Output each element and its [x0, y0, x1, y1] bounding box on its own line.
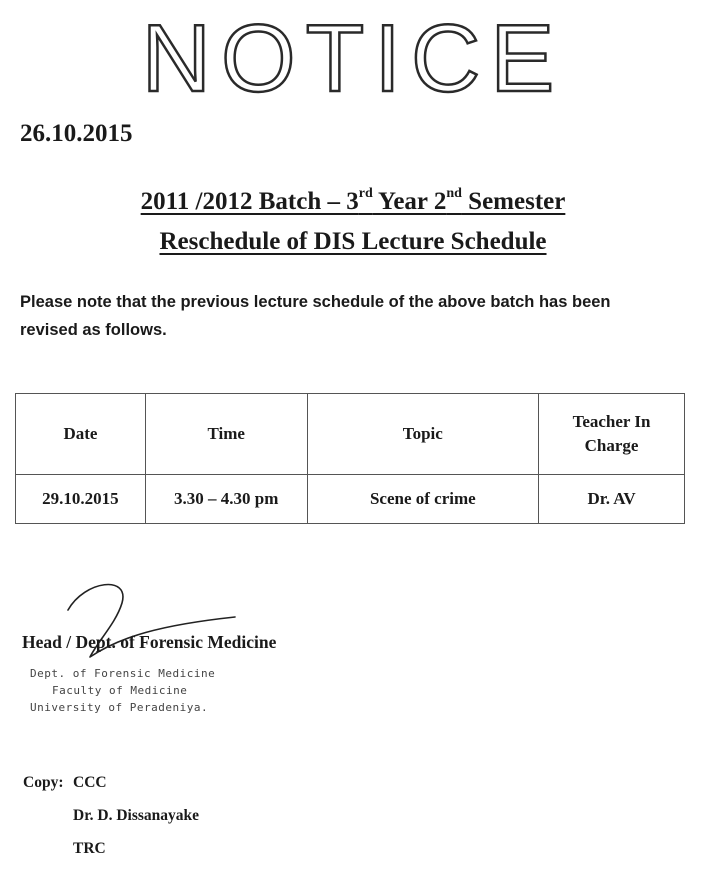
- intro-paragraph: Please note that the previous lecture schedule of the above batch has been revised as follows.: [20, 293, 611, 339]
- batch-heading-sup2: nd: [446, 186, 462, 201]
- header-date: Date: [16, 394, 146, 475]
- batch-heading-part3: Semester: [461, 188, 566, 215]
- notice-title: NOTICE: [141, 5, 565, 112]
- header-topic: Topic: [307, 394, 539, 475]
- cell-topic: Scene of crime: [307, 475, 539, 524]
- cell-time: 3.30 – 4.30 pm: [145, 475, 307, 524]
- cell-teacher: Dr. AV: [539, 475, 685, 524]
- batch-heading-part2: Year 2: [372, 188, 447, 215]
- copy-label: Copy:: [23, 774, 64, 791]
- copy-recipient-3: TRC: [73, 840, 106, 857]
- stamp-line-1: Dept. of Forensic Medicine: [30, 667, 216, 680]
- stamp-line-3: University of Peradeniya.: [30, 701, 209, 714]
- copy-recipient-1: CCC: [73, 774, 107, 791]
- reschedule-heading-text: Reschedule of DIS Lecture Schedule: [159, 228, 547, 255]
- signatory-title: Head / Dept. of Forensic Medicine: [22, 632, 277, 652]
- header-teacher: [539, 394, 685, 475]
- batch-heading-sup1: rd: [358, 186, 373, 201]
- batch-heading: [0, 188, 706, 216]
- reschedule-heading: [0, 228, 706, 256]
- copy-recipient-2: Dr. D. Dissanayake: [73, 807, 200, 824]
- schedule-table: [15, 393, 685, 524]
- department-stamp: [30, 665, 215, 716]
- table-row: [16, 475, 685, 524]
- notice-date: 26.10.2015: [20, 120, 133, 147]
- stamp-line-2: Faculty of Medicine: [52, 684, 188, 697]
- batch-heading-part1: 2011 /2012 Batch – 3: [140, 188, 359, 215]
- table-header-row: [16, 394, 685, 475]
- cell-date: 29.10.2015: [16, 475, 146, 524]
- header-teacher-text: Teacher In Charge: [572, 412, 651, 455]
- header-time: Time: [145, 394, 307, 475]
